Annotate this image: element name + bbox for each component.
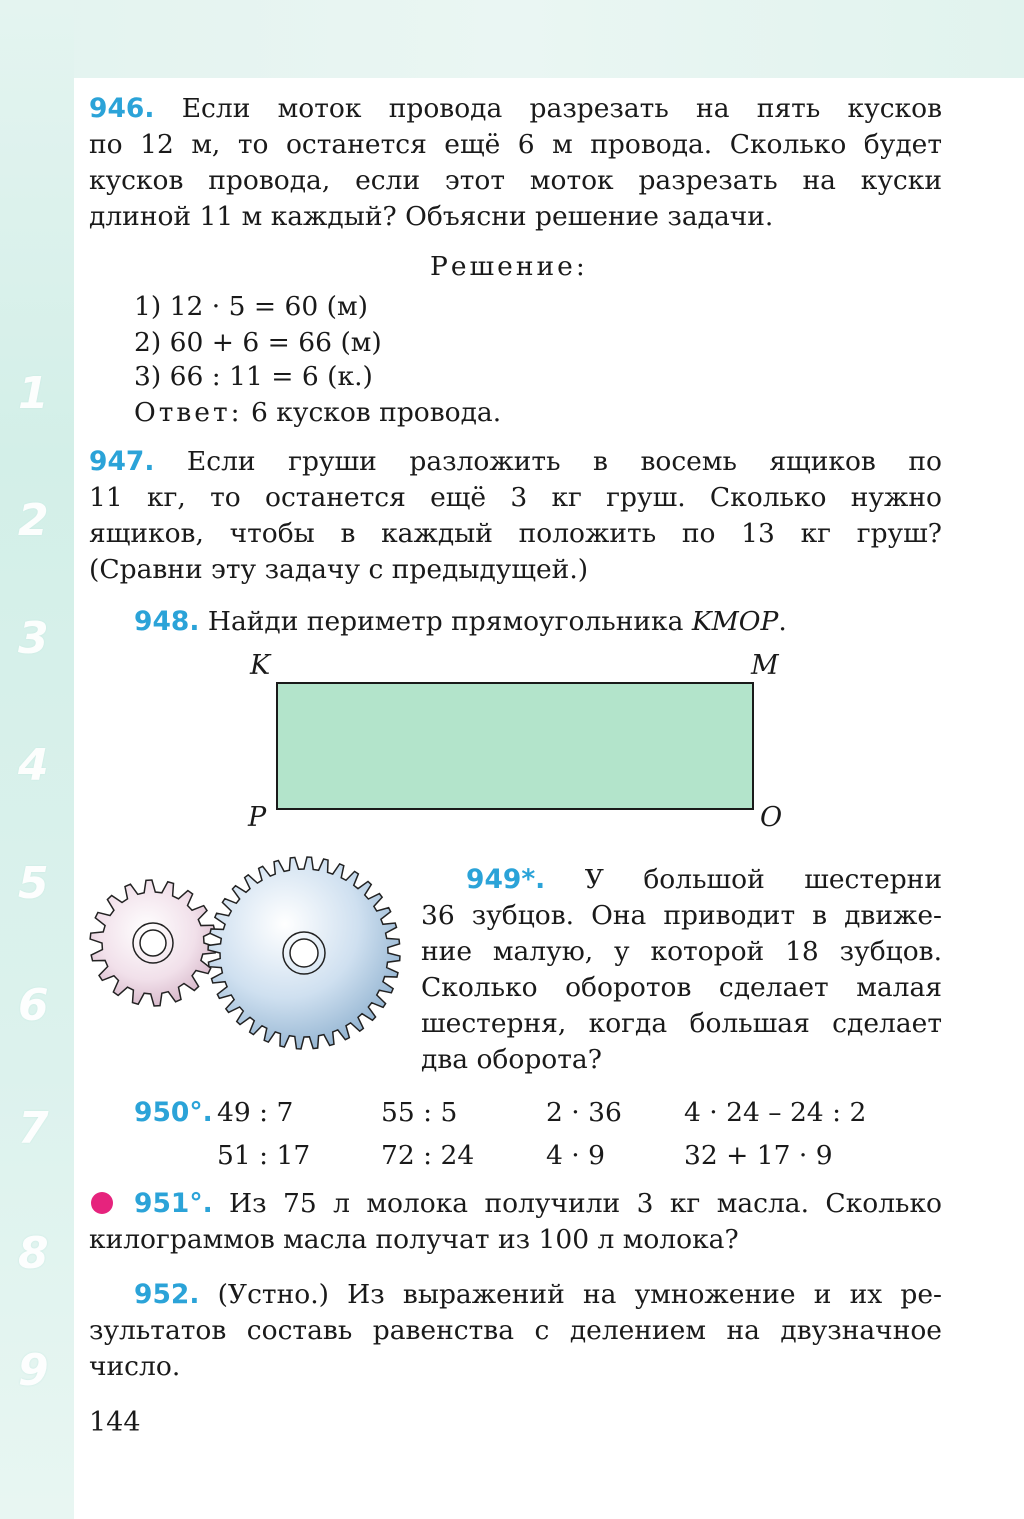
problem-number: 946.: [89, 93, 155, 124]
solution-step-1: 1) 12 · 5 = 60 (м): [134, 291, 368, 322]
expression: 4 · 24 – 24 : 2: [684, 1097, 867, 1128]
expression: 72 : 24: [381, 1140, 475, 1171]
expression: 2 · 36: [546, 1097, 622, 1128]
expression: 51 : 17: [217, 1140, 311, 1171]
solution-step-2: 2) 60 + 6 = 66 (м): [134, 327, 382, 358]
side-tab-5: 5: [18, 858, 49, 909]
solution-heading: Решение:: [430, 251, 588, 282]
gears-illustration: [82, 854, 412, 1064]
side-tab-3: 3: [18, 613, 49, 664]
side-tab-6: 6: [18, 980, 49, 1031]
vertex-k-label: K: [250, 650, 271, 681]
side-tab-8: 8: [18, 1228, 49, 1279]
problem-951-line-2: килограммов масла получат из 100 л молока?: [89, 1224, 739, 1255]
page-number: 144: [89, 1407, 141, 1438]
problem-948: 948. Найди периметр прямоугольника KMOP.: [134, 606, 787, 637]
problem-949-line-1: 949*. У большой шестерни: [466, 864, 942, 895]
side-tab-2: 2: [18, 495, 49, 546]
problem-number: 950°.: [134, 1097, 213, 1128]
top-band: [0, 0, 1024, 78]
bullet-icon: [91, 1192, 113, 1214]
problem-947-line-1: 947. Если груши разложить в восемь ящиков по: [89, 446, 942, 477]
problem-949-line-4: Сколько оборотов сделает малая: [421, 972, 942, 1003]
problem-number: 949*.: [466, 864, 546, 895]
solution-answer: Ответ: 6 кусков провода.: [134, 397, 502, 428]
solution-step-3: 3) 66 : 11 = 6 (к.): [134, 361, 373, 392]
expression: 4 · 9: [546, 1140, 605, 1171]
problem-952-line-2: зультатов составь равенства с делением на двузначное: [89, 1315, 942, 1346]
vertex-o-label: O: [760, 802, 783, 833]
expression: 32 + 17 · 9: [684, 1140, 833, 1171]
problem-number: 951°.: [134, 1188, 213, 1219]
side-tab-7: 7: [18, 1103, 49, 1154]
vertex-m-label: M: [751, 650, 779, 681]
expression: 55 : 5: [381, 1097, 458, 1128]
side-tab-strip: [0, 0, 74, 1519]
problem-949-line-2: 36 зубцов. Она приводит в движе-: [421, 900, 942, 931]
problem-947-line-3: ящиков, чтобы в каждый положить по 13 кг груш?: [89, 518, 942, 549]
problem-946-line-1: 946. Если моток провода разрезать на пять кусков: [89, 93, 942, 124]
large-gear-hub: [290, 939, 318, 967]
expression: 49 : 7: [217, 1097, 294, 1128]
problem-number: 948.: [134, 606, 200, 637]
vertex-p-label: P: [248, 802, 267, 833]
problem-946-line-4: длиной 11 м каждый? Объясни решение задачи.: [89, 201, 774, 232]
problem-949-line-5: шестерня, когда большая сделает: [421, 1008, 942, 1039]
problem-947-line-4: (Сравни эту задачу с предыдущей.): [89, 554, 589, 585]
side-tab-9: 9: [18, 1345, 49, 1396]
problem-952-line-3: число.: [89, 1351, 181, 1382]
rectangle-kmop: [276, 682, 754, 810]
problem-946-line-3: кусков провода, если этот моток разрезать на куски: [89, 165, 942, 196]
small-gear-hub: [140, 930, 166, 956]
problem-951-line-1: 951°. Из 75 л молока получили 3 кг масла. Сколько: [134, 1188, 942, 1219]
problem-952-line-1: 952. (Устно.) Из выражений на умножение и их ре-: [134, 1279, 942, 1310]
rectangle-name: KMOP: [691, 606, 779, 637]
problem-number: 952.: [134, 1279, 200, 1310]
side-tab-1: 1: [18, 368, 49, 419]
problem-946-line-2: по 12 м, то останется ещё 6 м провода. Сколько будет: [89, 129, 942, 160]
problem-number: 947.: [89, 446, 155, 477]
problem-947-line-2: 11 кг, то останется ещё 3 кг груш. Сколько нужно: [89, 482, 942, 513]
side-tab-4: 4: [18, 740, 49, 791]
problem-949-line-6: два оборота?: [421, 1044, 602, 1075]
problem-949-line-3: ние малую, у которой 18 зубцов.: [421, 936, 942, 967]
